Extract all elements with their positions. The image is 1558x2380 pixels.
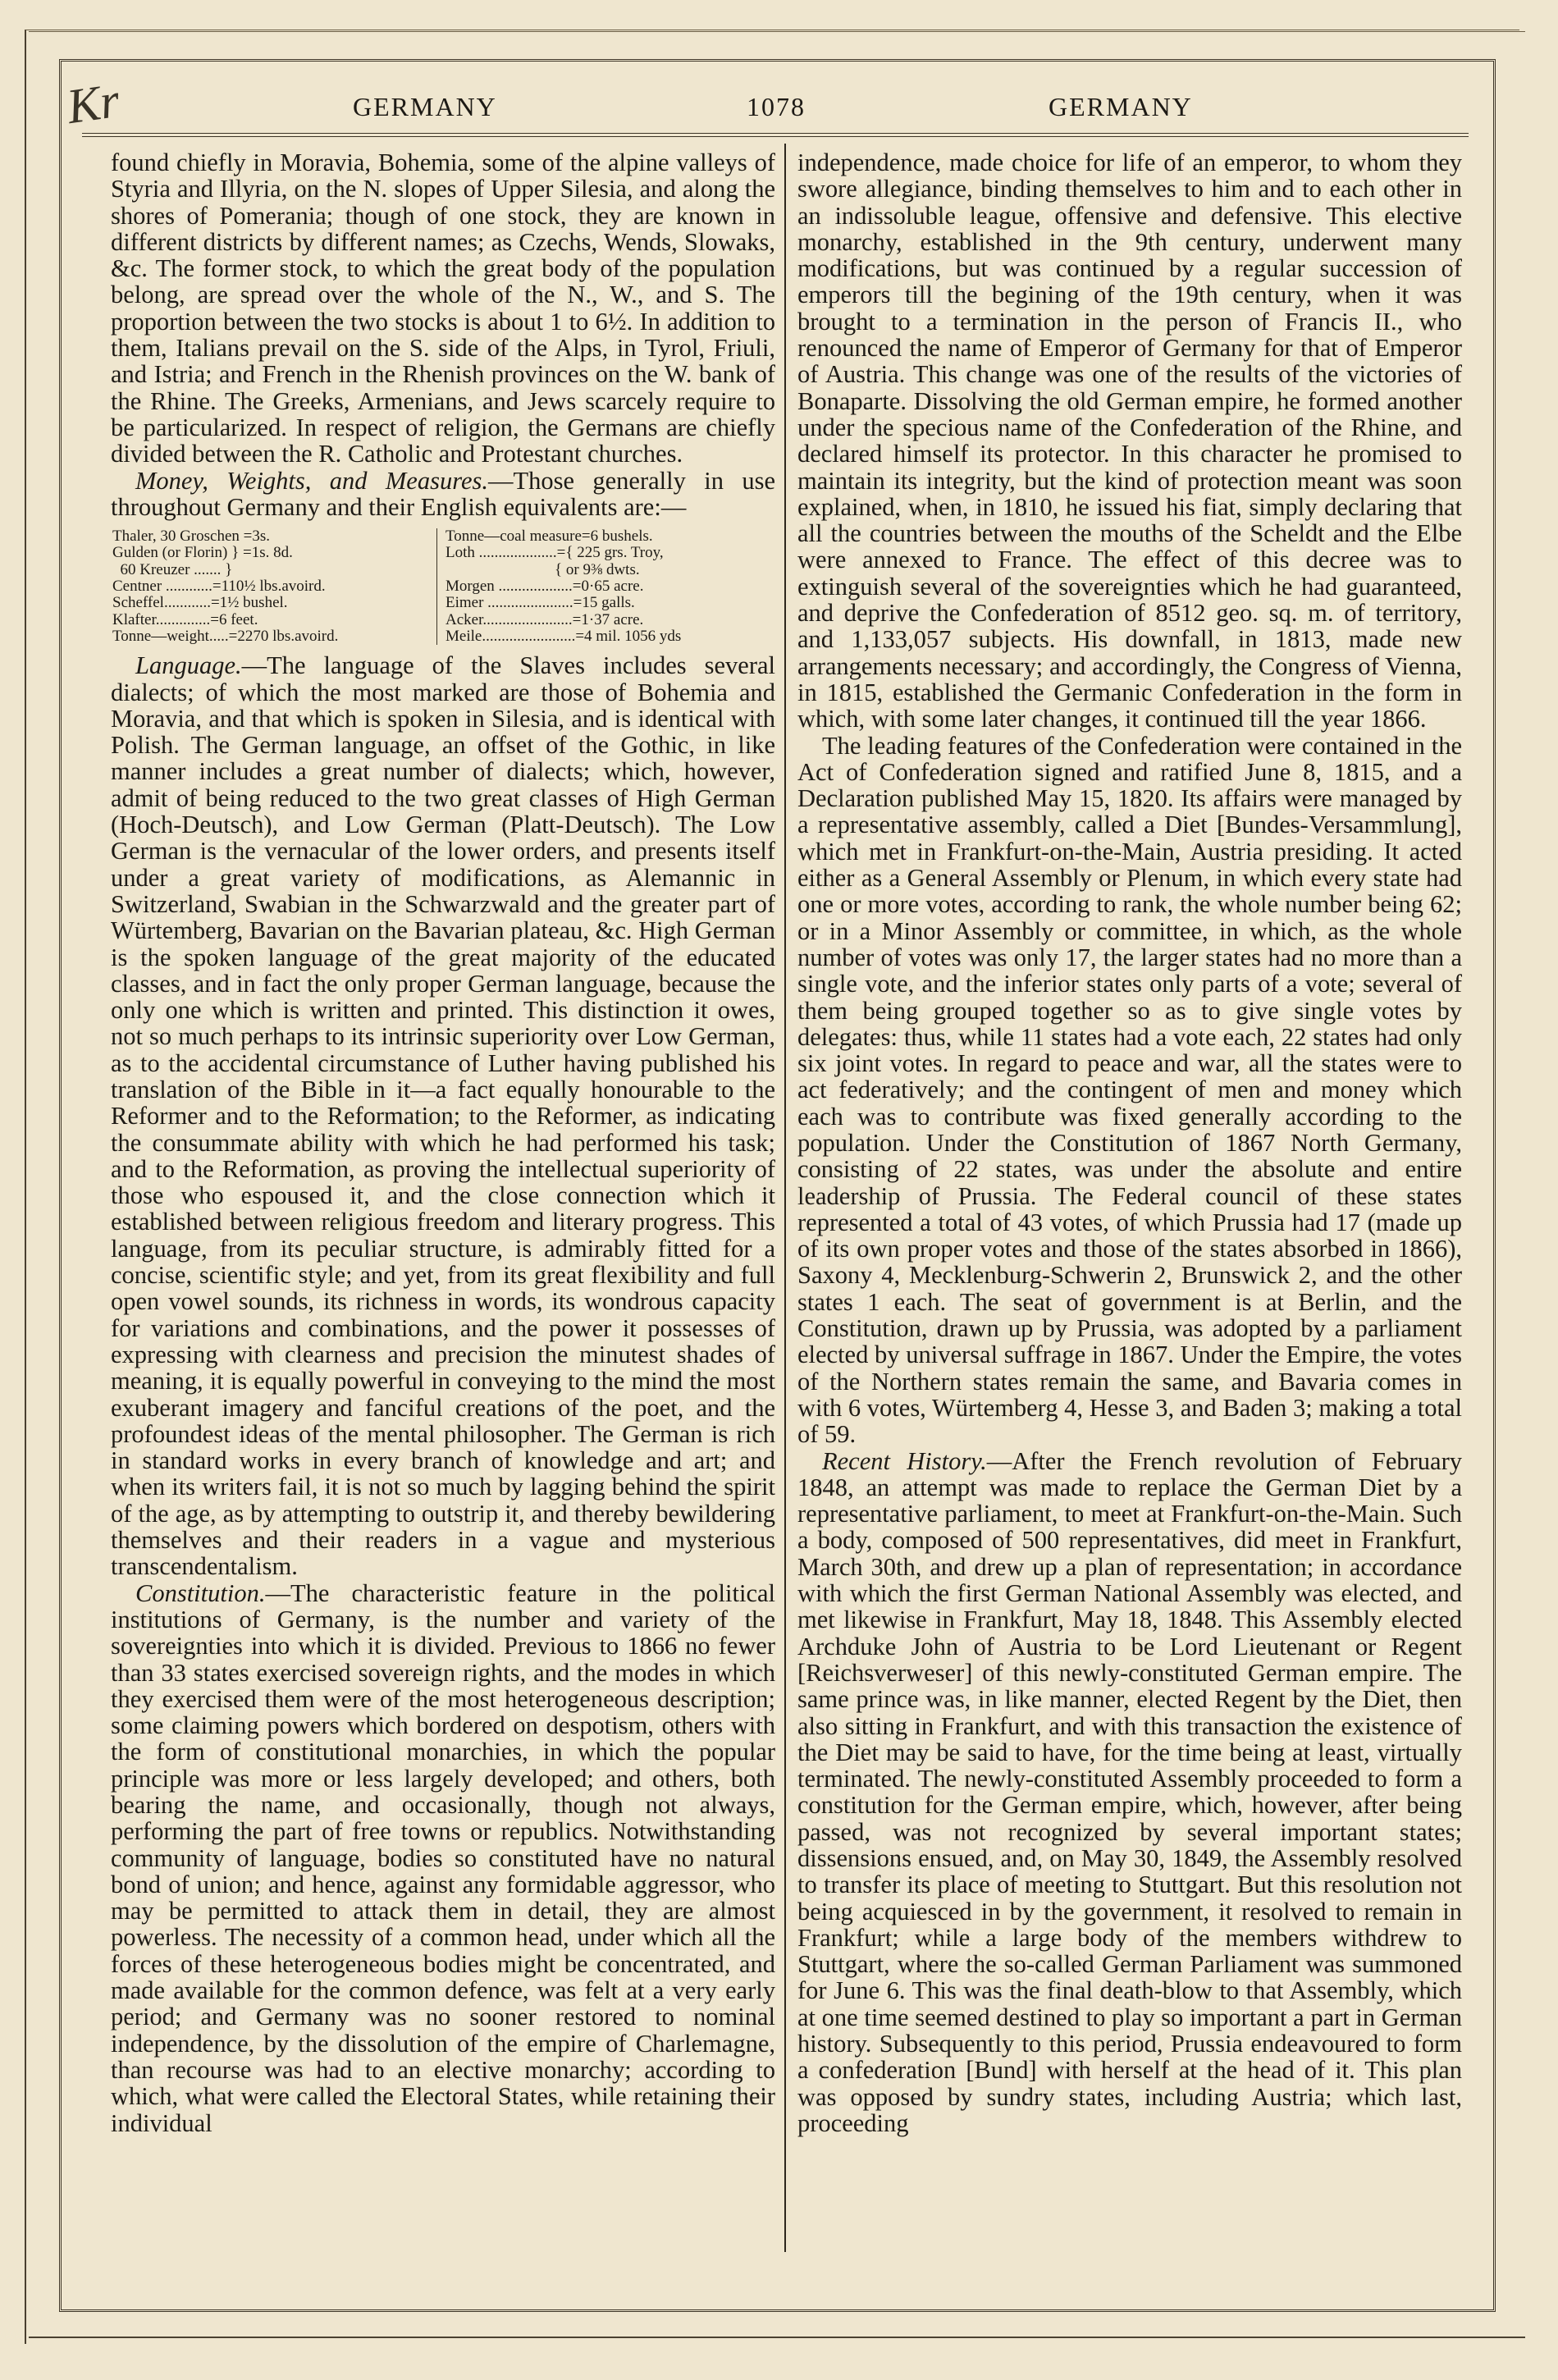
measure-row: Klafter..............=6 feet. <box>112 610 258 628</box>
measure-row: Tonne—coal measure=6 bushels. <box>445 528 653 546</box>
header-title-left: GERMANY <box>353 92 497 121</box>
header-rule <box>82 133 1469 137</box>
measure-row: 60 Kreuzer ....... } <box>112 560 233 578</box>
measures-column-right <box>436 528 770 645</box>
measure-row: Tonne—weight.....=2270 lbs.avoird. <box>112 627 339 645</box>
measure-row: Centner ............=110½ lbs.avoird. <box>112 578 326 596</box>
paragraph-confederation: The leading features of the Confederation were contained in the Act of Confederation signed and ratified June 8, 1815, and a Declaration published May 15, 1820. Its affairs were managed by a representative assembly, called a Diet [Bundes-Versammlung], which met in Frankfurt-on-the-Main, Austria presiding. It acted either as a General Assembly or Plenum, in which every state had one or more votes, according to rank, the whole number being 62; or in a Minor Assembly or committee, in which, as the whole number of votes was only 17, the larger states had no more than a single vote, and the inferior states only parts of a vote; several of them being grouped together so as to give single votes by delegates: thus, while 11 states had a vote each, 22 states had only six joint votes. In regard to peace and war, all the states were to act federatively; and the contingent of men and money which each was to contribute was fixed generally according to the population. Under the Constitution of 1867 North Germany, consisting of 22 states, was under the absolute and entire leadership of Prussia. The Federal council of these states represented a total of 43 votes, of which Prussia had 17 (made up of its own proper votes and those of the states absorbed in 1866), Saxony 4, Mecklenburg-Schwerin 2, Brunswick 2, and the other states 1 each. The seat of government is at Berlin, and the Constitution, drawn up by Prussia, was adopted by a parliament elected by universal suffrage in 1867. Under the Empire, the votes of the Northern states remain the same, and Bavaria comes in with 6 votes, Würtemberg 4, Hesse 3, and Baden 3; making a total of 59. <box>797 731 1462 1449</box>
handwritten-margin-mark: Kr <box>63 72 123 135</box>
recent-history-text: —After the French revolution of February 1848, an attempt was made to replace the German Diet by a representative parliament, to meet at Frankfurt-on-the-Main. Such a body, composed of 500 representatives, did meet in Frankfurt, March 30th, and drew up a plan of representation; in accordance with which the first German National Assembly was elected, and met likewise in Frankfurt, May 18, 1848. This Assembly elected Archduke John of Austria to be Lord Lieutenant or Regent [Reichsverweser] of this newly-constituted German empire. The same prince was, in like manner, elected Regent by the Diet, then also sitting in Frankfurt, and with this transaction the existence of the Diet may be said to have, for the time being at least, virtually terminated. The newly-constituted Assembly proceeded to form a constitution for the German empire, which, however, after being passed, was not recognized by several important states; dissensions ensued, and, on May 30, 1849, the Assembly resolved to transfer its place of meeting to Stuttgart. But this resolution not being acquiesced in by the government, it resolved to remain in Frankfurt; while a large body of the members withdrew to Stuttgart, where the so-called German Parliament was summoned for June 6. This was the final death-blow to that Assembly, which at one time seemed destined to play so important a part in German history. Subsequently to this period, Prussia endeavoured to form a confederation [Bund] with herself at the head of it. This plan was opposed by sundry states, including Austria; which last, proceeding <box>797 1446 1462 2137</box>
measure-row: { or 9⅜ dwts. <box>445 560 640 578</box>
paragraph-empire: independence, made choice for life of an emperor, to whom they swore allegiance, binding themselves to him and to each other in an indissoluble league, offensive and defensive. This elective monarchy, established in the 9th century, underwent many modifications, but was continued by a regular succession of emperors till the begining of the 19th century, when it was brought to a termination in the person of Francis II., who renounced the name of Emperor of Germany for that of Emperor of Austria. This change was one of the results of the victories of Bonaparte. Dissolving the old German empire, he formed another under the specious name of the Confederation of the Rhine, and declared himself its protector. In this character he promised to maintain its integrity, but the kind of protection meant was soon explained, when, in 1810, he issued his fiat, simply declaring that all the countries between the mouths of the Scheldt and the Elbe were annexed to France. The effect of this decree was to extinguish several of the sovereignties which he had guaranteed, and deprive the Confederation of 8512 geo. sq. m. of territory, and 1,133,057 subjects. His downfall, in 1813, made new arrangements necessary; and accordingly, the Congress of Vienna, in 1815, established the Germanic Confederation in the form in which, with some later changes, it continued till the year 1866. <box>797 149 1462 733</box>
column-divider <box>784 144 786 2252</box>
measure-row: Morgen ...................=0·65 acre. <box>445 578 644 596</box>
paragraph-constitution <box>111 1580 775 2136</box>
paragraph-money <box>111 468 775 521</box>
section-heading-language: Language. <box>135 651 242 680</box>
measures-column-left <box>112 528 436 645</box>
measure-row: Eimer ......................=15 galls. <box>445 594 635 612</box>
measure-row: Acker.......................=1·37 acre. <box>445 610 644 628</box>
outer-rule-bottom <box>29 2337 1525 2338</box>
paragraph-recent-history <box>797 1448 1462 2137</box>
measure-row: Gulden (or Florin) } =1s. 8d. <box>112 544 293 562</box>
money-text: —Those generally in use throughout Germany and their English equivalents are:— <box>111 466 775 521</box>
section-heading-money: Money, Weights, and Measures. <box>135 466 488 495</box>
measures-table <box>112 528 775 645</box>
paragraph-population: found chiefly in Moravia, Bohemia, some of the alpine valleys of Styria and Illyria, on the N. slopes of Upper Silesia, and along the shores of Pomerania; though of one stock, they are known in different districts by different names; as Czechs, Wends, Slowaks, &c. The former stock, to which the great body of the population belong, are spread over the whole of the N., W., and S. The proportion between the two stocks is about 1 to 6½. In addition to them, Italians prevail on the S. side of the Alps, in Tyrol, Friuli, and Istria; and French in the Rhenish provinces on the W. bank of the Rhine. The Greeks, Armenians, and Jews scarcely require to be particularized. In respect of religion, the Germans are chiefly divided between the R. Catholic and Protestant churches. <box>111 149 775 468</box>
measure-row: Loth ....................={ 225 grs. Troy, <box>445 544 664 562</box>
measure-row: Meile........................=4 mil. 1056 yds <box>445 627 682 645</box>
language-text: —The language of the Slaves includes several dialects; of which the most marked are those of Bohemia and Moravia, and that which is spoken in Silesia, and is identical with Polish. The German language, an offset of the Gothic, in like manner includes a great number of dialects; which, however, admit of being reduced to the two great classes of High German (Hoch-Deutsch), and Low German (Platt-Deutsch). The Low German is the vernacular of the lower orders, and presents itself under a great variety of modifications, as Alemannic in Switzerland, Swabian in the Schwarzwald and the greater part of Würtemberg, Bavarian on the Bavarian plateau, &c. High German is the spoken language of the great majority of the educated classes, and in fact the only proper German language, because the only one which is written and printed. This distinction it owes, not so much perhaps to its intrinsic superiority over Low German, as to the accidental circumstance of Luther having published his translation of the Bible in it—a fact equally honourable to the Reformer and to the Reformation; to the Reformer, as indicating the consummate ability with which he had performed his task; and to the Reformation, as proving the intellectual superiority of those who espoused it, and the close connection which it established between religious freedom and literary progress. This language, from its peculiar structure, is admirably fitted for a concise, scientific style; and yet, from its great flexibility and full open vowel sounds, its richness in words, its wondrous capacity for variations and combinations, and the power it possesses of expressing with clearness and precision the minutest shades of meaning, it is equally powerful in conveying to the mind the most exuberant imagery and fanciful creations of the poet, and the profoundest ideas of the mental philosopher. The German is rich in standard works in every branch of knowledge and art; and when its writers fail, it is not so much by lagging behind the spirit of the age, as by attempting to outstrip it, and thereby bewildering themselves and their readers in a vague and mysterious transcendentalism. <box>111 651 775 1581</box>
measure-row: Thaler, 30 Groschen =3s. <box>112 528 270 546</box>
right-column <box>797 149 1462 2254</box>
section-heading-recent-history: Recent History. <box>822 1446 987 1475</box>
header-title-right: GERMANY <box>1049 92 1193 121</box>
paragraph-language <box>111 652 775 1579</box>
measure-row: Scheffel............=1½ bushel. <box>112 594 288 612</box>
left-column <box>111 149 775 2254</box>
page-number: 1078 <box>747 92 806 121</box>
running-header <box>82 92 1469 133</box>
constitution-text: —The characteristic feature in the political institutions of Germany, is the number and variety of the sovereignties into which it is divided. Previous to 1866 no fewer than 33 states exercised sovereign rights, and the modes in which they exercised them were of the most heterogeneous description; some claiming powers which bordered on despotism, others with the form of constitutional monarchies, in which the popular principle was more or less largely developed; and others, both bearing the name, and occasionally, though not always, performing the part of free towns or republics. Notwithstanding community of language, bodies so constituted have no natural bond of union; and hence, against any formidable aggressor, who may be permitted to attack them in detail, they are almost powerless. The necessity of a common head, under which all the forces of these heterogeneous bodies might be concentrated, and made available for the common defence, was felt at a very early period; and Germany was no sooner restored to nominal independence, by the dissolution of the empire of Charlemagne, than recourse was had to an elective monarchy; according to which, what were called the Electoral States, while retaining their individual <box>111 1578 775 2137</box>
section-heading-constitution: Constitution. <box>135 1578 266 1607</box>
